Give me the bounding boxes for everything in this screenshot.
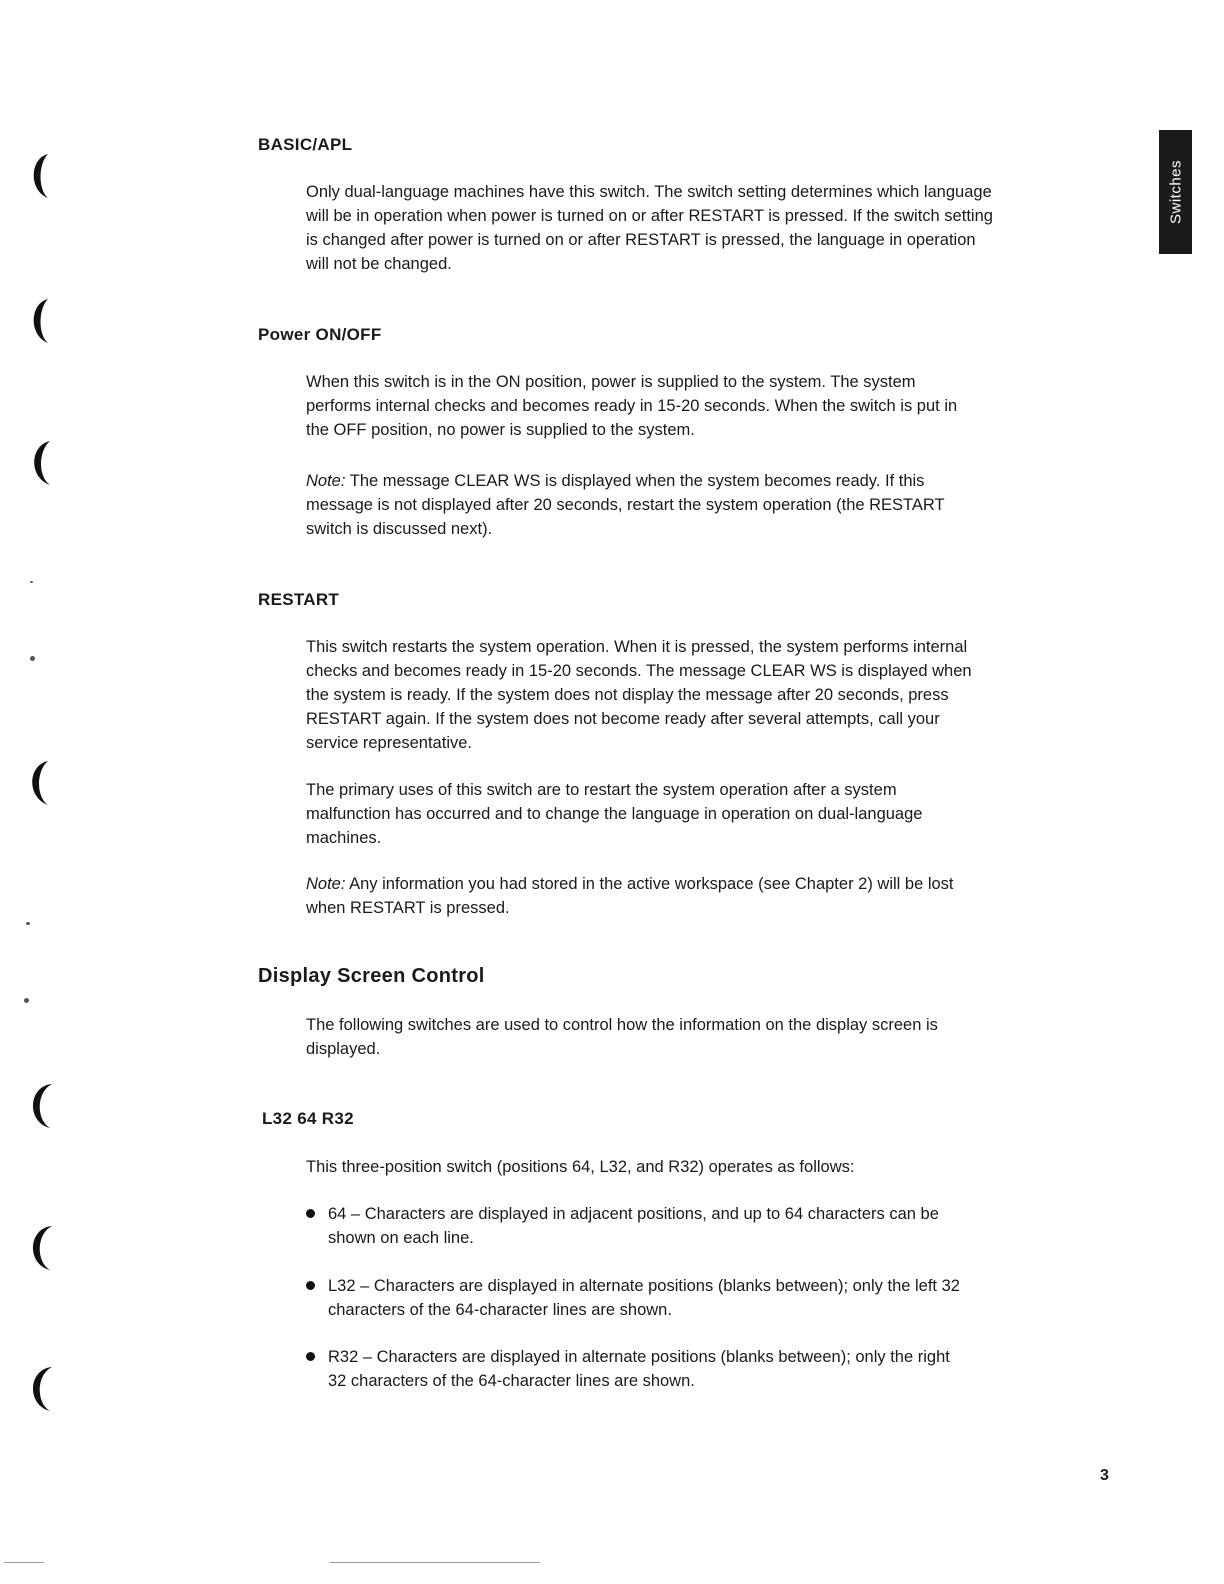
note-restart <box>306 872 978 920</box>
list-item <box>306 1202 966 1250</box>
page-number: 3 <box>1100 1467 1109 1484</box>
heading-restart: RESTART <box>258 590 340 609</box>
binder-hole-mark <box>20 150 64 200</box>
list-item-text: L32 – Characters are displayed in alternate positions (blanks between); only the left 32 characters of the 64-character lines are shown. <box>328 1277 960 1319</box>
binder-hole-mark <box>20 1363 64 1413</box>
paragraph-basic-apl: Only dual-language machines have this switch. The switch setting determines which language will be in operation when power is turned on or after RESTART is pressed. If the switch setting is changed after power is turned on or after RESTART is pressed, the language in operation will not be changed. <box>306 183 993 273</box>
paragraph-display: The following switches are used to control how the information on the display screen is displayed. <box>306 1016 938 1058</box>
list-item-text: 64 – Characters are displayed in adjacent positions, and up to 64 characters can be shown on each line. <box>328 1205 939 1247</box>
note-text: The message CLEAR WS is displayed when the system becomes ready. If this message is not displayed after 20 seconds, restart the system operation (the RESTART switch is discussed next). <box>306 472 945 538</box>
binder-hole-mark <box>20 757 64 807</box>
list-item-text: R32 – Characters are displayed in alternate positions (blanks between); only the right 32 characters of the 64-character lines are shown. <box>328 1348 950 1390</box>
list-item <box>306 1345 966 1393</box>
paragraph-restart-1: This switch restarts the system operation. When it is pressed, the system performs internal checks and becomes ready in 15-20 seconds. The message CLEAR WS is displayed when the system is ready. If the system does not display the message after 20 seconds, press RESTART again. If the system does not become ready after several attempts, call your service representative. <box>306 638 972 752</box>
paragraph-l32-intro: This three-position switch (positions 64, L32, and R32) operates as follows: <box>306 1158 855 1176</box>
scan-speck <box>30 656 35 661</box>
bullet-icon <box>306 1209 315 1218</box>
binder-hole-mark <box>20 295 64 345</box>
paragraph-restart-2: The primary uses of this switch are to restart the system operation after a system malfunction has occurred and to change the language in operation on dual-language machines. <box>306 781 923 847</box>
scan-edge-mark <box>4 1562 44 1563</box>
note-label: Note: <box>306 875 346 893</box>
heading-power: Power ON/OFF <box>258 325 382 344</box>
scan-speck <box>30 581 33 583</box>
section-thumb-tab-label: Switches <box>1167 159 1184 225</box>
section-thumb-tab <box>1159 130 1192 254</box>
heading-display-screen-control: Display Screen Control <box>258 965 485 987</box>
scan-speck <box>24 998 29 1003</box>
bullet-icon <box>306 1281 315 1290</box>
heading-l32-64-r32: L32 64 R32 <box>262 1109 354 1128</box>
bullet-icon <box>306 1352 315 1361</box>
binder-hole-mark <box>20 437 64 487</box>
binder-hole-mark <box>20 1222 64 1272</box>
binder-hole-mark <box>20 1080 64 1130</box>
note-text: Any information you had stored in the active workspace (see Chapter 2) will be lost when RESTART is pressed. <box>306 875 954 917</box>
paragraph-power: When this switch is in the ON position, power is supplied to the system. The system performs internal checks and becomes ready in 15-20 seconds. When the switch is put in the OFF position, no power is supplied to the system. <box>306 373 958 439</box>
note-label: Note: <box>306 472 346 490</box>
list-item <box>306 1274 966 1322</box>
scan-edge-mark <box>330 1562 540 1563</box>
scan-speck <box>26 922 30 925</box>
heading-basic-apl: BASIC/APL <box>258 135 353 154</box>
note-power <box>306 469 978 541</box>
